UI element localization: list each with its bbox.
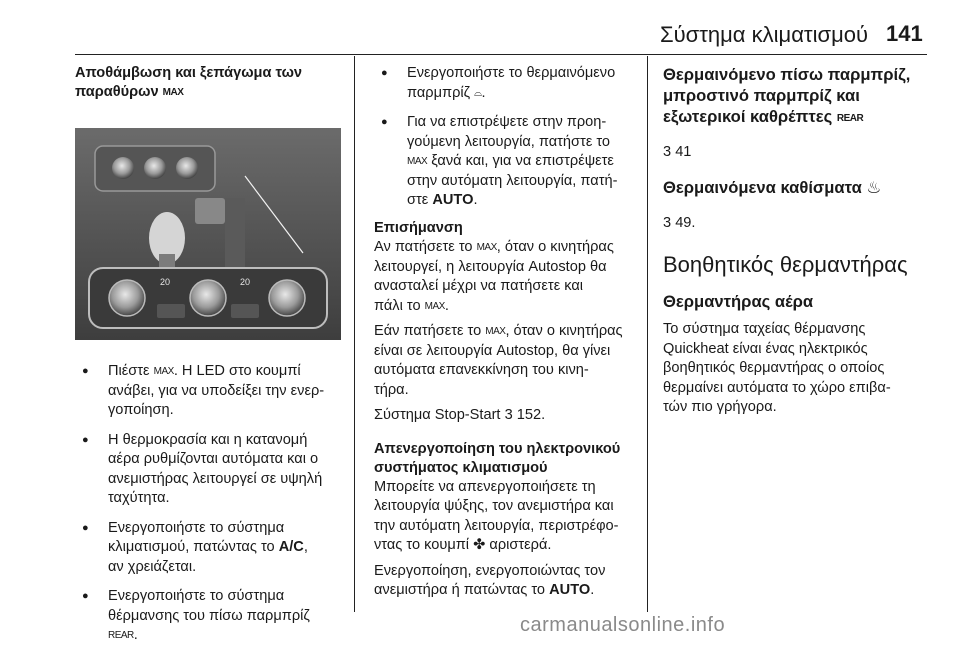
bullet-rear-heating: ● Ενεργοποιήστε το σύστημα θέρμανσης του πίσω παρμπρίζ REAR. [75,587,345,646]
bullet-press-max: ● Πιέστε MAX. Η LED στο κουμπί ανάβει, για να υποδείξει την ενερ- γοποίηση. [75,362,345,421]
max-icon-3: MAX [476,242,497,253]
max-icon-2: MAX [407,156,428,167]
bullet-ac: ● Ενεργοποιήστε το σύστημα κλιματισμού, πατώντας το A/C, αν χρειάζεται. [75,519,345,578]
air-heater-heading: Θερμαντήρας αέρα [663,292,814,311]
column-3 [663,64,931,418]
activate-paragraph: Ενεργοποίηση, ενεργοποιώντας τον ανεμιστήρα ή πατώντας το AUTO. [374,562,606,598]
photo-temp-right: 20 [240,277,251,287]
column-1 [75,64,345,656]
bullet-return-previous: ● Για να επιστρέψετε στην προη- γούμενη λειτουργία, πατήστε το MAX ξανά και, για να επιστρέψετε στην αυτόματη λειτουργία, πατή- στε AUTO. [374,113,644,211]
note-block [374,219,644,401]
header-rule [75,54,927,55]
column-divider-1 [354,56,355,612]
max-icon-5: MAX [485,326,506,337]
heated-seats-heading: Θερμαινόμενα καθίσματα ♨ [663,177,882,197]
max-icon: MAX [153,366,174,377]
note-heading: Επισήμανση [374,219,463,236]
bullet-temperature: ● Η θερμοκρασία και η κατανομή αέρα ρυθμίζονται αυτόματα και ο ανεμιστήρας λειτουργεί σε υψηλή ταχύτητα. [75,431,345,509]
fan-icon: ✤ [473,537,486,553]
photo-temp-left: 20 [160,277,171,287]
stop-start-reference: Σύστημα Stop-Start 3 152. [374,407,546,423]
max-icon-4: MAX [424,300,445,312]
reference-arrow-icon-3: 3 [663,214,672,231]
bullet-heated-windscreen: ● Ενεργοποιήστε το θερμαινόμενο παρμπρίζ ⌓. [374,64,644,103]
quickheat-paragraph: Το σύστημα ταχείας θέρμανσης Quickheat είναι ένας ηλεκτρικός βοηθητικός θερμαντήρας ο οποίος θερμαίνει αυτόματα το χώρο επιβα- τών πιο γρήγορα. [663,321,891,415]
defrost-max-icon: MAX [162,87,184,98]
page-number: 141 [886,21,923,46]
column-divider-2 [647,56,648,612]
note-paragraph-2: Εάν πατήσετε το MAX, όταν ο κινητήρας είναι σε λειτουργία Autostop, θα γίνει αυτόματα επανεκκίνηση του κινη- τήρα. [374,323,623,398]
note-paragraph-1: Αν πατήσετε το MAX, όταν ο κινητήρας λειτουργεί, η λειτουργία Autostop θα ανασταλεί μέχρι να πατήσετε και πάλι το MAX. [374,239,614,314]
auxiliary-heater-title: Βοηθητικός θερμαντήρας [663,252,908,277]
rear-window-icon: REAR [108,630,134,641]
climate-control-panel-photo [75,128,341,340]
rear-window-icon-2: REAR [836,113,864,124]
reference-arrow-icon: 3 [504,407,513,423]
defrost-heading: Αποθάμβωση και ξεπάγωμα των παραθύρων MAX [75,65,303,100]
deactivate-paragraph: Μπορείτε να απενεργοποιήσετε τη λειτουργία ψύξης, τον ανεμιστήρα και την αυτόματη λειτουργία, περιστρέφο- ντας το κουμπί ✤ αριστερά. [374,478,619,553]
reference-41: 3 41 [663,144,692,160]
reference-49: 3 49. [663,214,696,231]
deactivate-heading: Απενεργοποίηση του ηλεκτρονικού συστήματος κλιματισμού [374,440,621,476]
seat-heat-icon: ♨ [866,177,882,197]
column-2 [374,64,644,601]
reference-arrow-icon-2: 3 [663,144,672,160]
heated-rear-window-heading: Θερμαινόμενο πίσω παρμπρίζ, μπροστινό παρμπρίζ και εξωτερικοί καθρέπτες REAR [663,65,911,126]
front-windscreen-heat-icon: ⌓ [474,87,482,99]
page-header-title: Σύστημα κλιματισμού [660,22,869,47]
watermark: carmanualsonline.info [520,614,726,636]
